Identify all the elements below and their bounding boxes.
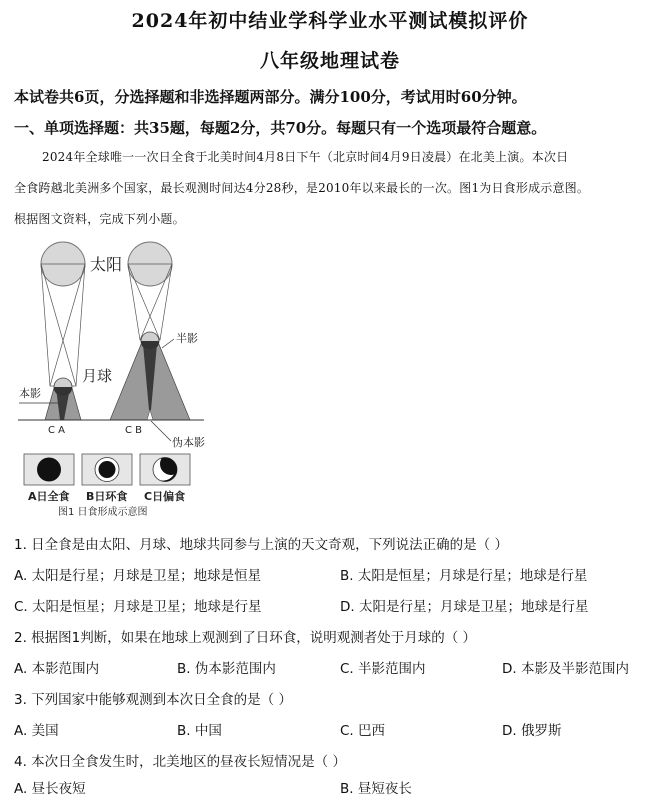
exam-info: 本试卷共6页，分选择题和非选择题两部分。满分100分，考试用时60分钟。 — [14, 88, 527, 106]
annular-eclipse-icon — [99, 461, 116, 478]
figure-caption: 图1 日食形成示意图 — [58, 507, 148, 518]
question-3-option-d: D. 俄罗斯 — [502, 723, 562, 739]
eclipse-diagram — [14, 238, 224, 523]
question-2-option-c: C. 半影范围内 — [340, 661, 426, 677]
question-3-option-a: A. 美国 — [14, 723, 59, 739]
question-4-stem: 4. 本次日全食发生时，北美地区的昼夜长短情况是（ ） — [14, 754, 346, 770]
section-title: 一、单项选择题：共35题，每题2分，共70分。每题只有一个选项最符合题意。 — [14, 119, 547, 137]
question-1-option-a: A. 太阳是行星；月球是卫星；地球是恒星 — [14, 568, 262, 584]
question-3-option-b: B. 中国 — [177, 723, 222, 739]
question-4-option-a: A. 昼长夜短 — [14, 781, 86, 797]
exam-subtitle: 八年级地理试卷 — [259, 50, 400, 72]
label-moon: 月球 — [82, 367, 113, 385]
panel-a-label: A日全食 — [28, 490, 70, 503]
passage-line-1: 2024年全球唯一一次日全食于北美时间4月8日下午（北京时间4月9日凌晨）在北美上演。本次日 — [42, 150, 569, 164]
label-antumbra: 伪本影 — [172, 436, 205, 449]
passage-line-3: 根据图文资料，完成下列小题。 — [14, 212, 185, 226]
exam-title: 2024年初中结业学科学业水平测试模拟评价 — [131, 10, 529, 32]
question-2-option-b: B. 伪本影范围内 — [177, 661, 276, 677]
question-3-option-c: C. 巴西 — [340, 723, 386, 739]
question-1-option-c: C. 太阳是恒星；月球是卫星；地球是行星 — [14, 599, 262, 615]
panel-b-label: B日环食 — [86, 490, 128, 503]
label-umbra: 本影 — [19, 387, 41, 400]
question-4-option-b: B. 昼短夜长 — [340, 781, 412, 797]
label-points-right: C B — [125, 425, 143, 436]
question-2-stem: 2. 根据图1判断，如果在地球上观测到了日环食，说明观测者处于月球的（ ） — [14, 630, 477, 646]
total-eclipse-icon — [37, 458, 61, 482]
question-3-stem: 3. 下列国家中能够观测到本次日全食的是（ ） — [14, 692, 292, 708]
question-2-option-d: D. 本影及半影范围内 — [502, 661, 629, 677]
question-2-option-a: A. 本影范围内 — [14, 661, 100, 677]
label-points-left: C A — [48, 425, 66, 436]
panel-c-label: C日偏食 — [144, 490, 186, 503]
label-sun: 太阳 — [90, 255, 123, 274]
question-1-option-b: B. 太阳是恒星；月球是行星；地球是行星 — [340, 568, 588, 584]
question-1-option-d: D. 太阳是行星；月球是卫星；地球是行星 — [340, 599, 589, 615]
passage-line-2: 全食跨越北美洲多个国家，最长观测时间达4分28秒，是2010年以来最长的一次。图1为日食形成示意图。 — [14, 181, 590, 195]
label-penumbra: 半影 — [176, 332, 198, 345]
question-1-stem: 1. 日全食是由太阳、月球、地球共同参与上演的天文奇观，下列说法正确的是（ ） — [14, 537, 508, 553]
